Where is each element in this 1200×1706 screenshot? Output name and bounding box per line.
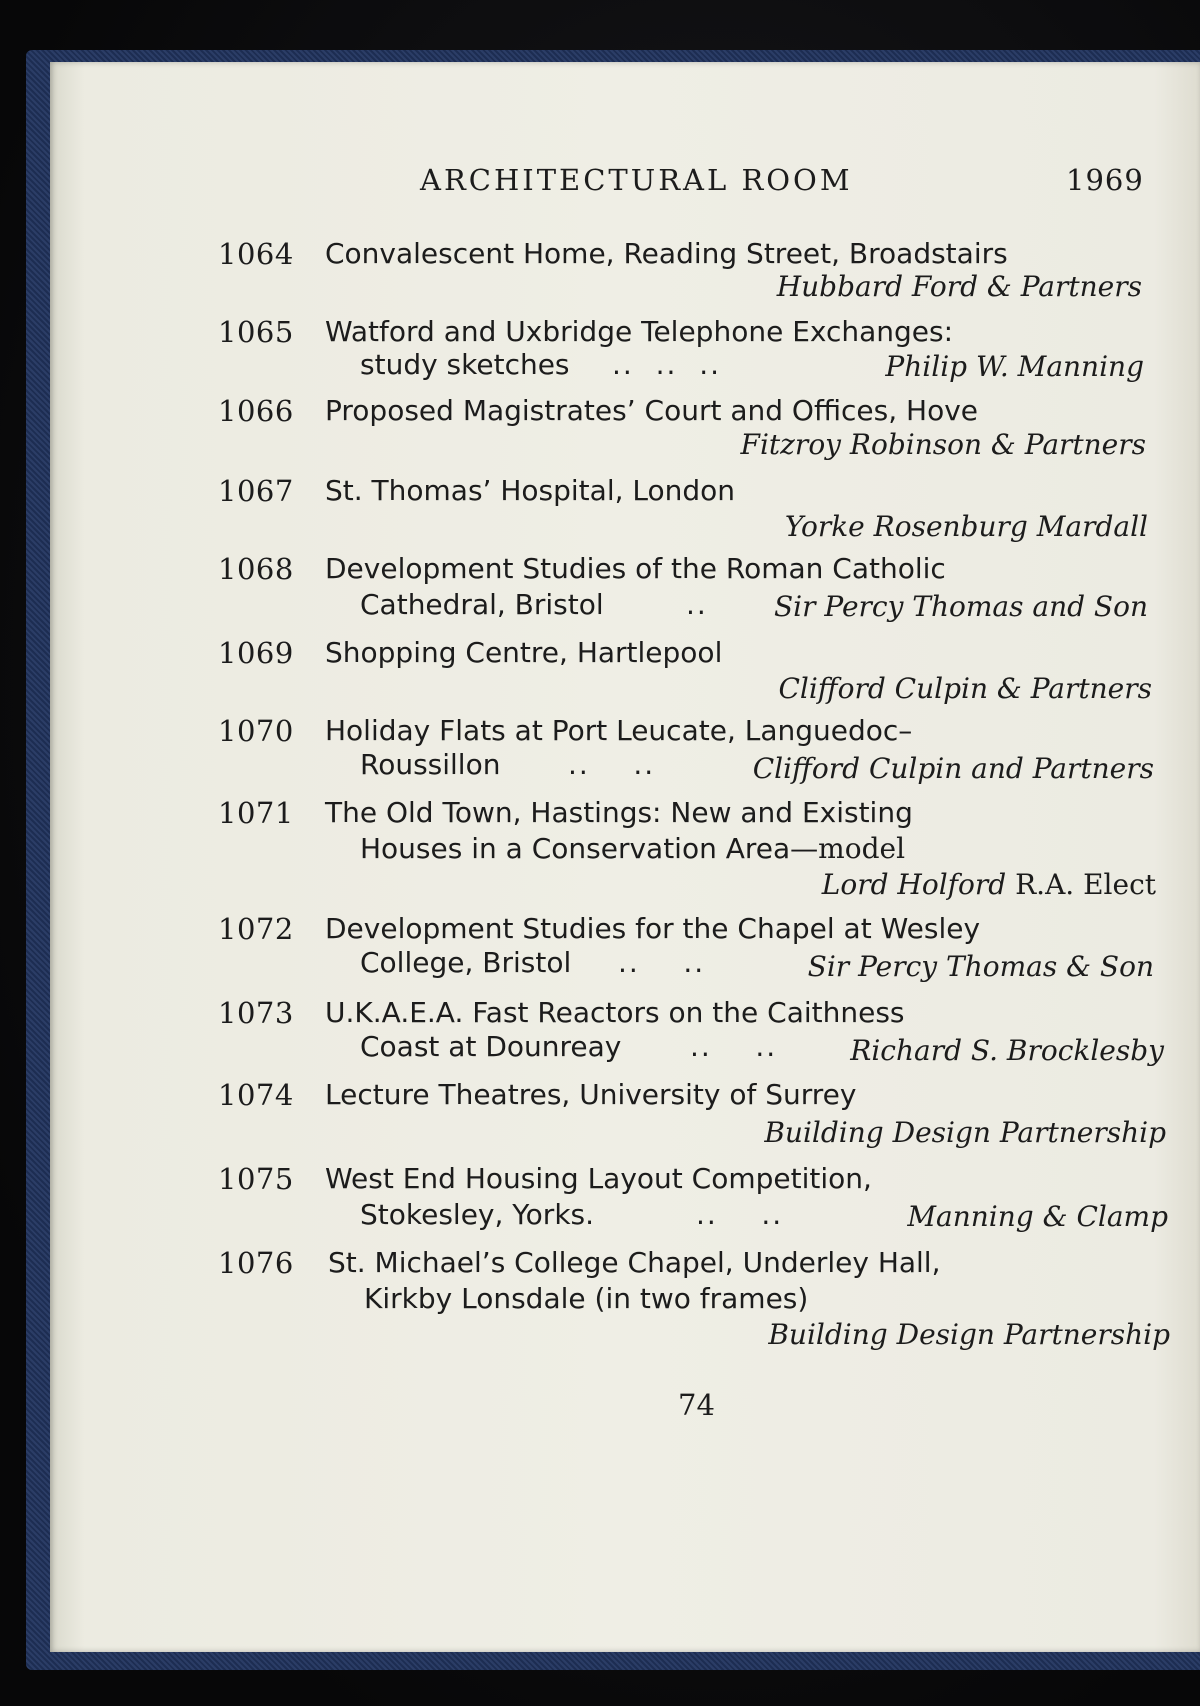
entry-title-continuation: Roussillon (360, 748, 501, 781)
dot-leader: .. (686, 588, 708, 621)
entry-number: 1071 (218, 796, 294, 830)
running-header-year: 1969 (1066, 163, 1144, 197)
entry-title: Watford and Uxbridge Telephone Exchanges: (325, 315, 954, 348)
entry-number: 1075 (218, 1162, 294, 1196)
entry-title: Holiday Flats at Port Leucate, Languedoc– (325, 714, 913, 747)
entry-architect: Clifford Culpin and Partners (752, 752, 1154, 785)
continuation-text: Houses in a Conservation Area (360, 832, 791, 865)
entry-architect: Fitzroy Robinson & Partners (740, 428, 1146, 461)
architect-name: Lord Holford (821, 868, 1007, 901)
entry-number: 1073 (218, 996, 294, 1030)
entry-title-continuation: Stokesley, Yorks. (360, 1198, 595, 1231)
entry-title: Development Studies for the Chapel at Wesley (325, 912, 981, 945)
entry-architect: Clifford Culpin & Partners (778, 672, 1152, 705)
entry-title-continuation: Kirkby Lonsdale (in two frames) (364, 1282, 809, 1315)
entry-architect: Hubbard Ford & Partners (776, 270, 1142, 303)
entry-number: 1074 (218, 1078, 294, 1112)
entry-number: 1064 (218, 237, 294, 271)
entry-title: Shopping Centre, Hartlepool (325, 636, 723, 669)
page-number: 74 (678, 1388, 715, 1422)
entry-title: Development Studies of the Roman Catholic (325, 552, 946, 585)
entry-architect: Richard S. Brocklesby (850, 1034, 1164, 1067)
entry-title: U.K.A.E.A. Fast Reactors on the Caithness (325, 996, 905, 1029)
continuation-suffix: —model (790, 832, 906, 865)
entry-title: St. Thomas’ Hospital, London (325, 474, 736, 507)
entry-architect: Building Design Partnership (764, 1116, 1166, 1149)
entry-title-continuation: College, Bristol (360, 946, 572, 979)
entry-title: Proposed Magistrates’ Court and Offices, Hove (325, 394, 979, 427)
entry-number: 1072 (218, 912, 294, 946)
entry-number: 1066 (218, 394, 294, 428)
entry-architect (822, 868, 1156, 901)
entry-number: 1069 (218, 636, 294, 670)
entry-number: 1065 (218, 315, 294, 349)
entry-architect: Sir Percy Thomas and Son (773, 590, 1148, 623)
dot-leader: .. .. (696, 1198, 784, 1231)
entry-number: 1067 (218, 474, 294, 508)
entry-title-continuation: Cathedral, Bristol (360, 588, 604, 621)
entry-number: 1068 (218, 552, 294, 586)
architect-suffix: R.A. Elect (1015, 868, 1156, 901)
entry-title: Lecture Theatres, University of Surrey (325, 1078, 857, 1111)
dot-leader: .. .. (568, 748, 656, 781)
entry-title-continuation (360, 832, 905, 865)
entry-number: 1070 (218, 714, 294, 748)
entry-title: West End Housing Layout Competition, (325, 1162, 872, 1195)
entry-architect: Sir Percy Thomas & Son (807, 950, 1154, 983)
entry-architect: Manning & Clamp (907, 1200, 1168, 1233)
entry-architect: Building Design Partnership (768, 1318, 1170, 1351)
entry-number: 1076 (218, 1246, 294, 1280)
dot-leader: .. .. .. (612, 348, 722, 381)
entry-title-continuation: study sketches (360, 348, 570, 381)
entry-title: St. Michael’s College Chapel, Underley Hall, (328, 1246, 941, 1279)
entry-title: Convalescent Home, Reading Street, Broadstairs (325, 237, 1008, 270)
entry-title-continuation: Coast at Dounreay (360, 1030, 622, 1063)
entry-title: The Old Town, Hastings: New and Existing (325, 796, 913, 829)
dot-leader: .. .. (690, 1030, 778, 1063)
dot-leader: .. .. (618, 946, 706, 979)
entry-architect: Philip W. Manning (885, 350, 1144, 383)
entry-architect: Yorke Rosenburg Mardall (784, 510, 1148, 543)
running-header-title: ARCHITECTURAL ROOM (420, 163, 853, 197)
